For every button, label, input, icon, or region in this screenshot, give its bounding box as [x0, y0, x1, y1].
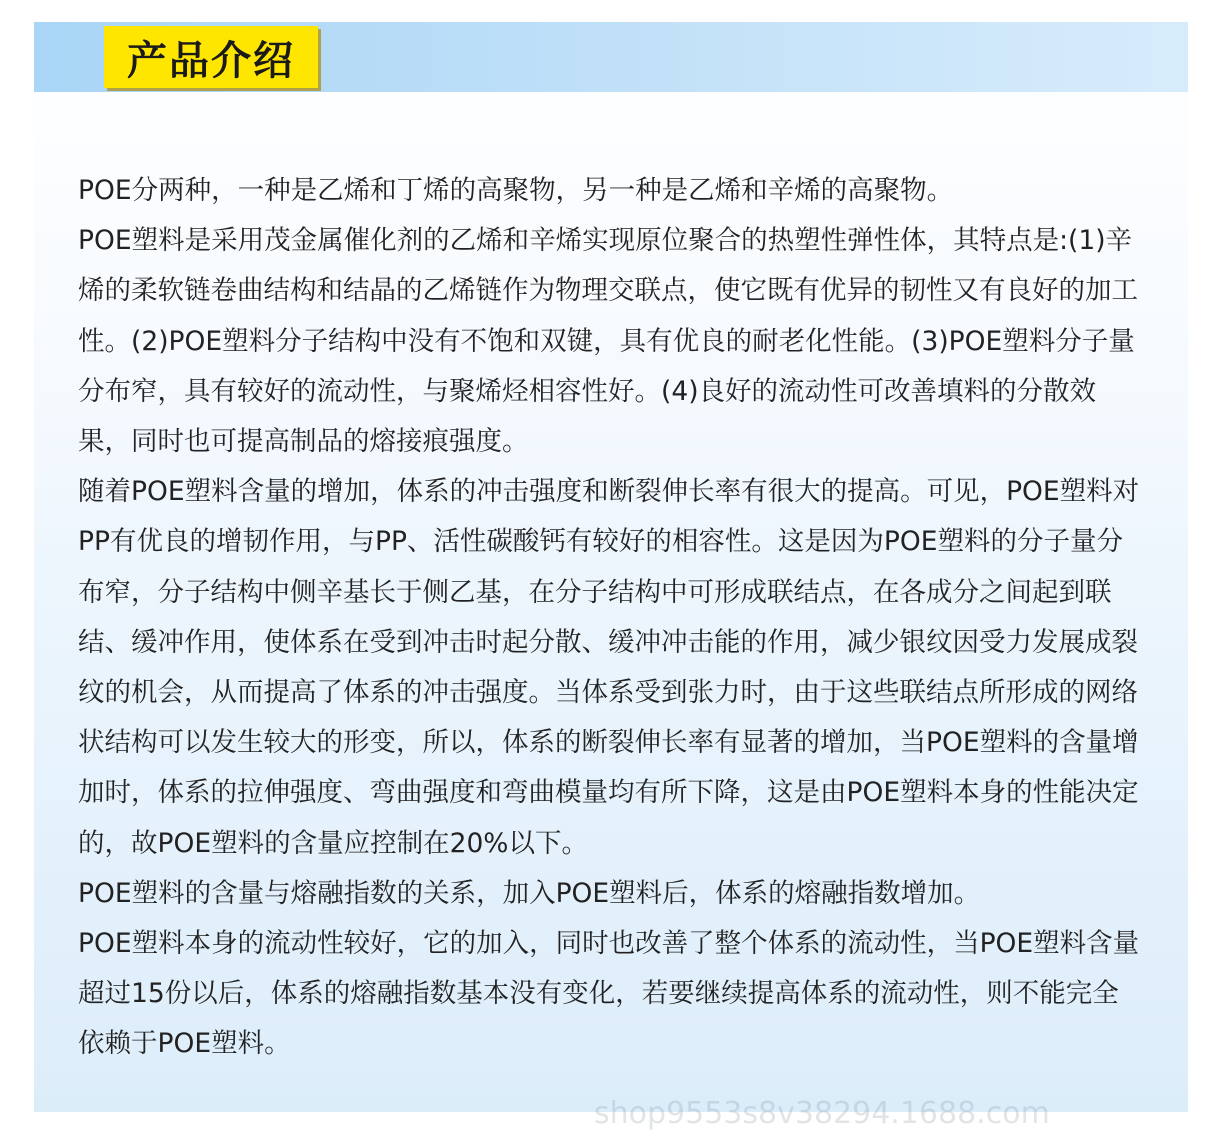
paragraph-poe-features: POE塑料是采用茂金属催化剂的乙烯和辛烯实现原位聚合的热塑性弹性体，其特点是:(1)辛烯的柔软链卷曲结构和结晶的乙烯链作为物理交联点，使它既有优异的韧性又有良好的加工性。(2)POE塑料分子结构中没有不饱和双键，具有优良的耐老化性能。(3)POE塑料分子量分布窄，具有较好的流动性，与聚烯烃相容性好。(4)良好的流动性可改善填料的分散效果，同时也可提高制品的熔接痕强度。	[78, 225, 1138, 458]
section-title: 产品介绍	[127, 37, 295, 84]
paragraph-melt-index: POE塑料的含量与熔融指数的关系，加入POE塑料后，体系的熔融指数增加。	[78, 877, 981, 909]
product-intro-panel	[34, 22, 1188, 1131]
section-title-tag	[104, 26, 318, 88]
header-band	[34, 22, 1188, 92]
paragraph-flowability: POE塑料本身的流动性较好，它的加入，同时也改善了整个体系的流动性，当POE塑料含量超过15份以后，体系的熔融指数基本没有变化，若要继续提高体系的流动性，则不能完全依赖于POE塑料。	[78, 928, 1140, 1060]
paragraph-poe-toughening: 随着POE塑料含量的增加，体系的冲击强度和断裂伸长率有很大的提高。可见，POE塑料对PP有优良的增韧作用，与PP、活性碳酸钙有较好的相容性。这是因为POE塑料的分子量分布窄，分子结构中侧辛基长于侧乙基，在分子结构中可形成联结点，在各成分之间起到联结、缓冲作用，使体系在受到冲击时起分散、缓冲冲击能的作用，减少银纹因受力发展成裂纹的机会，从而提高了体系的冲击强度。当体系受到张力时，由于这些联结点所形成的网络状结构可以发生较大的形变，所以，体系的断裂伸长率有显著的增加，当POE塑料的含量增加时，体系的拉伸强度、弯曲强度和弯曲模量均有所下降，这是由POE塑料本身的性能决定的，故POE塑料的含量应控制在20%以下。	[78, 476, 1140, 859]
watermark: shop9553s8v38294.1688.com	[594, 1096, 1050, 1131]
product-description	[78, 166, 1142, 1070]
paragraph-poe-types: POE分两种，一种是乙烯和丁烯的高聚物，另一种是乙烯和辛烯的高聚物。	[78, 175, 954, 206]
